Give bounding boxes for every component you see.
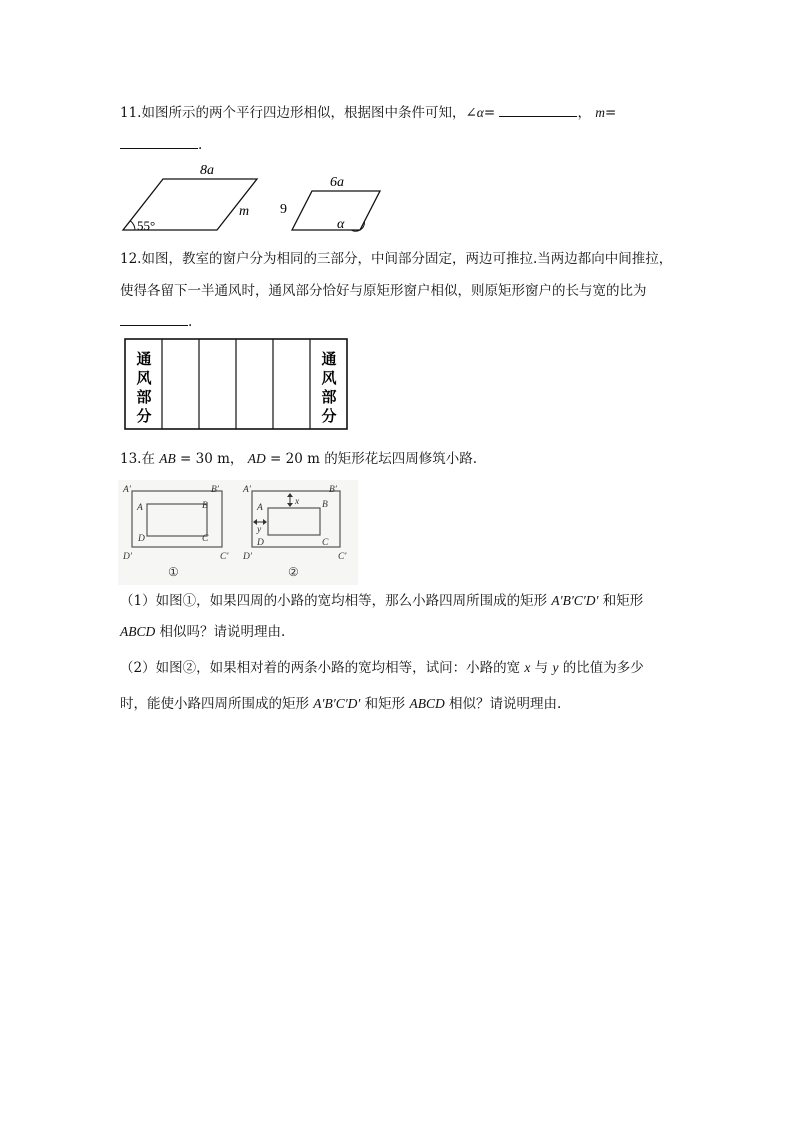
label-55-degrees: 55°	[137, 218, 156, 233]
q13-p2-x: x	[524, 660, 531, 675]
q11-m: m	[595, 105, 606, 120]
q12-end: .	[188, 314, 193, 330]
fig2-label-d: D	[257, 538, 264, 548]
q13-part1-line1	[120, 592, 643, 610]
fig2-label-b1: B′	[329, 485, 337, 495]
q13-line1	[120, 450, 477, 468]
q13-p1-pre: （1）如图①，如果四周的小路的宽均相等，那么小路四周所围成的矩形	[120, 593, 552, 609]
q13-p2-line2-post: 相似？请说明理由.	[444, 696, 562, 712]
q13-p2-rect1: A′B′C′D′	[313, 696, 361, 711]
vent-left-char-3: 部	[136, 388, 152, 406]
q13-figures	[118, 480, 358, 585]
q13-p2-pre: （2）如图②，如果相对着的两条小路的宽均相等，试问：小路的宽	[120, 660, 525, 676]
label-m: m	[239, 204, 250, 219]
q11-end: .	[198, 137, 203, 153]
q13-part2-line1	[120, 659, 644, 677]
vent-right-char-2: 风	[321, 369, 337, 387]
q13-p2-rect2: ABCD	[409, 696, 445, 711]
q12-line2: 使得各留下一半通风时，通风部分恰好与原矩形窗户相似，则原矩形窗户的长与宽的比为	[120, 283, 647, 299]
q13-ad: AD	[247, 451, 266, 466]
q12-line1: 12.如图，教室的窗户分为相同的三部分，中间部分固定，两边可推拉.当两边都向中间推拉，	[120, 251, 673, 267]
q11-eq: =	[483, 105, 496, 121]
fig2-number: ②	[288, 565, 299, 579]
vent-right-char-1: 通	[321, 350, 337, 368]
angle-arc-55	[131, 221, 136, 230]
fig1-label-c: C	[202, 534, 209, 544]
label-alpha: α	[337, 217, 345, 232]
q12-answer-blank[interactable]	[120, 313, 188, 326]
fig1-label-a: A	[137, 503, 143, 513]
q13-p2-post: 的比值为多少	[558, 660, 644, 676]
vent-right-char-3: 部	[321, 388, 337, 406]
fig1-label-c1: C′	[220, 552, 229, 562]
fig2-label-a1: A′	[243, 485, 251, 495]
fig1-label-d1: D′	[123, 552, 132, 562]
q13-p1-line2-post: 相似吗？请说明理由.	[155, 624, 286, 640]
q11-line1	[120, 104, 616, 122]
fig2-label-x: x	[295, 497, 300, 507]
q12-line3	[120, 313, 192, 331]
q13-mid2: = 20 m 的矩形花坛四周修筑小路.	[265, 451, 477, 467]
q13-p1-post: 和矩形	[598, 593, 644, 609]
q11-alpha: α	[476, 105, 484, 120]
fig2-label-b: B	[322, 500, 328, 510]
q11-answer-blank-1[interactable]	[499, 104, 577, 117]
q13-part2-line2	[120, 695, 561, 713]
label-8a: 8a	[200, 163, 214, 178]
q11-line2	[120, 136, 202, 154]
fig1-label-a1: A′	[123, 485, 131, 495]
q13-p2-y: y	[552, 660, 559, 675]
label-9: 9	[280, 202, 287, 217]
fig1-label-d: D	[138, 534, 145, 544]
vent-left-char-4: 分	[136, 407, 152, 425]
vent-left-char-2: 风	[136, 369, 152, 387]
fig2-label-c1: C′	[338, 552, 347, 562]
q13-p1-rect1: A′B′C′D′	[551, 593, 599, 608]
fig1-label-b1: B′	[211, 485, 219, 495]
q13-pre: 13.在	[120, 451, 160, 467]
q11-text: 11.如图所示的两个平行四边形相似，根据图中条件可知，∠	[120, 105, 477, 121]
label-6a: 6a	[330, 175, 344, 190]
fig2-label-d1: D′	[243, 552, 252, 562]
q13-p2-with: 与	[530, 660, 553, 676]
q13-mid1: = 30 m，	[175, 451, 248, 467]
fig2-label-c: C	[322, 538, 329, 548]
q11-comma: ，	[577, 105, 591, 121]
fig2-label-y: y	[257, 525, 262, 535]
q13-part1-line2	[120, 623, 285, 641]
vent-left-char-1: 通	[136, 350, 152, 368]
fig1-number: ①	[168, 565, 179, 579]
q13-p1-rect2: ABCD	[120, 624, 156, 639]
q11-figure	[118, 160, 388, 240]
q13-ab: AB	[159, 451, 176, 466]
q13-p2-line2-mid: 和矩形	[360, 696, 410, 712]
fig1-label-b: B	[202, 501, 208, 511]
q12-window-figure	[124, 338, 350, 432]
parallelogram-2	[292, 191, 380, 230]
q11-eq2: =	[605, 105, 617, 121]
q11-answer-blank-2[interactable]	[120, 136, 198, 149]
fig2-label-a: A	[257, 503, 263, 513]
vent-right-char-4: 分	[321, 407, 337, 425]
q13-p2-line2-pre: 时，能使小路四周所围成的矩形	[120, 696, 314, 712]
